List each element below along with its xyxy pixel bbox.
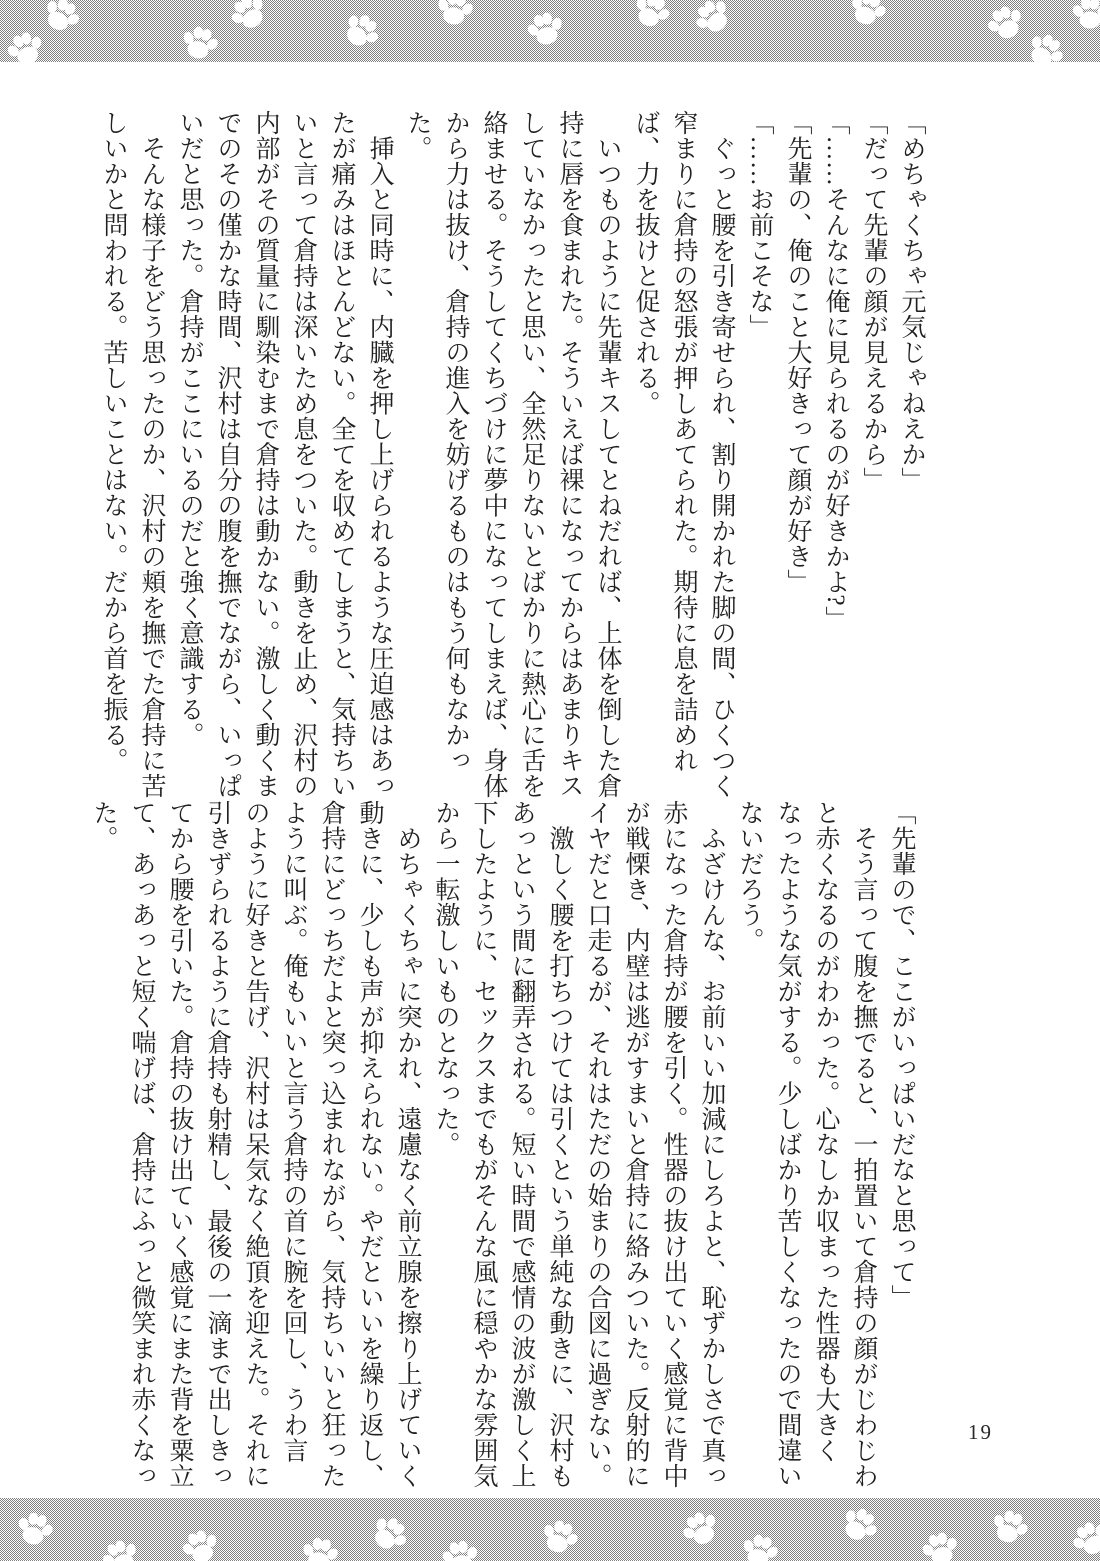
text-line: から力は抜け、倉持の進入を妨げるものはもう何もなかっ <box>442 110 469 773</box>
text-line: 持に唇を食まれた。そういえば裸になってからはあまりキス <box>556 110 583 799</box>
text-line: 内部がその質量に馴染むまで倉持は動かない。激しく動くま <box>252 110 279 799</box>
text-line: ように叫ぶ。俺もいいと言う倉持の首に腕を回し、うわ言 <box>280 800 307 1463</box>
text-line: 動きに、少しも声が抑えられない。やだといいを繰り返し、 <box>356 800 383 1489</box>
text-line: 「……そんなに俺に見られるのが好きかよ?」 <box>822 110 849 632</box>
text-line: いだと思った。倉持がここにいるのだと強く意識する。 <box>176 110 203 748</box>
text-line: なったような気がする。少しばかり苦しくなったので間違い <box>774 800 801 1489</box>
text-line: のように好きと告げ、沢村は呆気なく絶頂を迎えた。それに <box>242 800 269 1489</box>
text-line: いつものように先輩キスしてとねだれば、上体を倒した倉 <box>594 110 621 799</box>
text-line: 倉持にどっちだよと突っ込まれながら、気持ちいいと狂った <box>318 800 345 1489</box>
text-line: 窄まりに倉持の怒張が押しあてられた。期待に息を詰めれ <box>670 110 697 773</box>
text-line: 引きずられるように倉持も射精し、最後の一滴まで出しきっ <box>204 800 231 1489</box>
text-line: 激しく腰を打ちつけては引くという単純な動きに、沢村も <box>546 800 573 1489</box>
text-line: 絡ませる。そうしてくちづけに夢中になってしまえば、身体 <box>480 110 507 799</box>
text-line: イヤだと口走るが、それはただの始まりの合図に過ぎない。 <box>584 800 611 1489</box>
paw-border-top <box>0 0 1100 62</box>
text-line: たが痛みはほとんどない。全てを収めてしまうと、気持ちい <box>328 110 355 799</box>
text-line: 「めちゃくちゃ元気じゃねえか」 <box>898 110 925 493</box>
text-line: しいかと問われる。苦しいことはない。だから首を振る。 <box>100 110 127 773</box>
text-line: た。 <box>90 800 117 851</box>
page-number: 19 <box>968 1420 993 1444</box>
text-line: そう言って腹を撫でると、一拍置いて倉持の顔がじわじわ <box>850 800 877 1489</box>
text-line: ないだろう。 <box>736 800 763 953</box>
text-line: 「先輩ので、ここがいっぱいだなと思って」 <box>888 800 915 1310</box>
text-line: めちゃくちゃに突かれ、遠慮なく前立腺を擦り上げていく <box>394 800 421 1489</box>
text-line: と赤くなるのがわかった。心なしか収まった性器も大きく <box>812 800 839 1463</box>
story-text-block-bottom <box>70 800 920 1492</box>
text-line: そんな様子をどう思ったのか、沢村の頬を撫でた倉持に苦 <box>138 110 165 799</box>
text-line: 赤になった倉持が腰を引く。性器の抜け出ていく感覚に背中 <box>660 800 687 1489</box>
story-text-block-top <box>80 110 930 822</box>
text-line: ば、力を抜けと促される。 <box>632 110 659 416</box>
paw-border-bottom <box>0 1498 1100 1561</box>
text-line: でのその僅かな時間、沢村は自分の腹を撫でながら、いっぱ <box>214 110 241 799</box>
text-line: て、あっあっと短く喘げば、倉持にふっと微笑まれ赤くなっ <box>128 800 155 1489</box>
text-line: た。 <box>404 110 431 161</box>
text-line: が戦慄き、内壁は逃がすまいと倉持に絡みついた。反射的に <box>622 800 649 1489</box>
text-line: 「先輩の、俺のこと大好きって顔が好き」 <box>784 110 811 595</box>
text-line: ふざけんな、お前いい加減にしろよと、恥ずかしさで真っ <box>698 800 725 1489</box>
text-line: あっという間に翻弄される。短い時間で感情の波が激しく上 <box>508 800 535 1489</box>
text-line: 挿入と同時に、内臓を押し上げられるような圧迫感はあっ <box>366 110 393 799</box>
text-line: 「だって先輩の顔が見えるから」 <box>860 110 887 493</box>
text-line: 「……お前こそな」 <box>746 110 773 340</box>
text-line: 下したように、セックスまでもがそんな風に穏やかな雰囲気 <box>470 800 497 1489</box>
text-line: てから腰を引いた。倉持の抜け出ていく感覚にまた背を粟立 <box>166 800 193 1489</box>
text-line: ぐっと腰を引き寄せられ、割り開かれた脚の間、ひくつく <box>708 110 735 799</box>
text-line: していなかったと思い、全然足りないとばかりに熱心に舌を <box>518 110 545 799</box>
text-line: いと言って倉持は深いため息をついた。動きを止め、沢村の <box>290 110 317 799</box>
text-line: から一転激しいものとなった。 <box>432 800 459 1157</box>
